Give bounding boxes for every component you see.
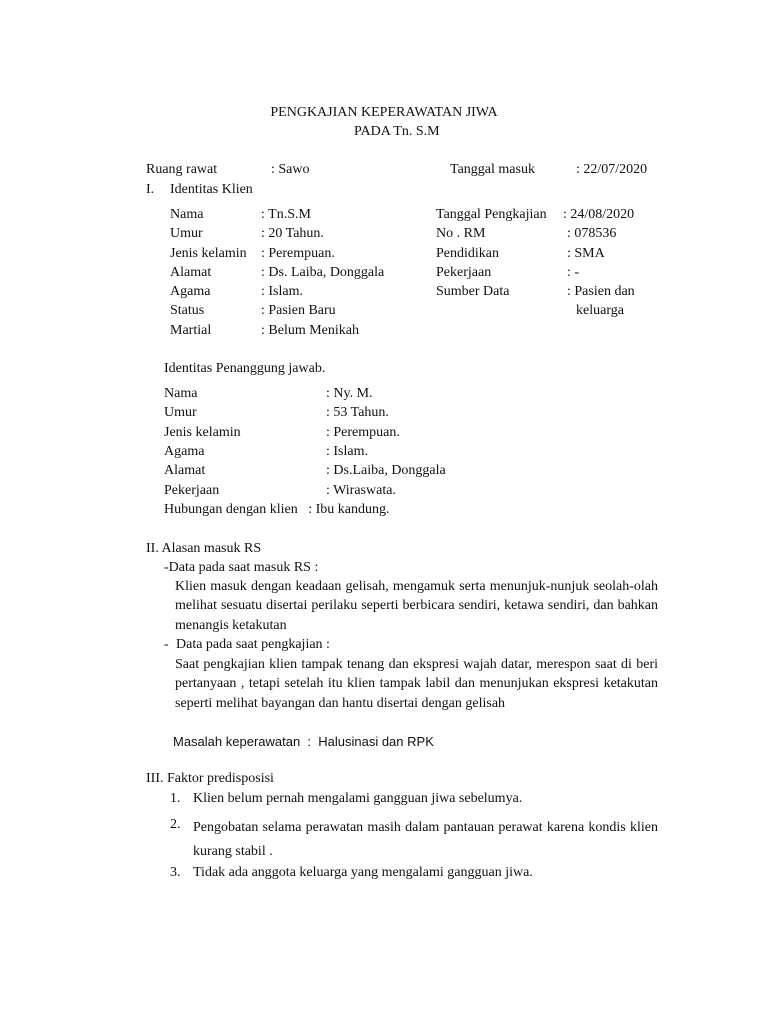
- penanggung-label: Jenis kelamin: [164, 425, 241, 440]
- identitas-label: Martial: [170, 323, 212, 338]
- penanggung-value: : Islam.: [326, 444, 368, 459]
- identitas-value: : Tn.S.M: [261, 207, 311, 222]
- identitas-label: Status: [170, 303, 205, 318]
- identitas-right-label: Pendidikan: [436, 246, 499, 261]
- penanggung-label: Agama: [164, 444, 205, 459]
- penanggung-hubungan: Hubungan dengan klien : Ibu kandung.: [164, 502, 390, 517]
- identitas-value: : Ds. Laiba, Donggala: [261, 265, 385, 280]
- ruang-rawat-value: : Sawo: [271, 162, 310, 177]
- section-2-sub-2: Data pada saat pengkajian :: [176, 637, 330, 652]
- section-1-heading: Identitas Klien: [170, 182, 253, 197]
- identitas-label: Nama: [170, 207, 204, 222]
- penanggung-label: Umur: [164, 405, 197, 420]
- identitas-right-value: : 078536: [567, 226, 617, 241]
- identitas-right-label: No . RM: [436, 226, 486, 241]
- identitas-right-label: Sumber Data: [436, 284, 510, 299]
- identitas-label: Alamat: [170, 265, 212, 280]
- section-3-heading: III. Faktor predisposisi: [146, 771, 274, 786]
- penanggung-value: : Ds.Laiba, Donggala: [326, 463, 446, 478]
- identitas-right-value: : SMA: [567, 246, 605, 261]
- identitas-value: : Pasien Baru: [261, 303, 336, 318]
- section-2-paragraph-2: Saat pengkajian klien tampak tenang dan ekspresi wajah datar, merespon saat di beri pertanyaan , tetapi setelah itu klien tampak labil dan menunjukan ekspresi ketakutan seperti melihat bayangan dan hantu disertai dengan gelisah: [175, 657, 658, 711]
- identitas-label: Umur: [170, 226, 203, 241]
- identitas-right-value-cont: keluarga: [576, 303, 624, 318]
- list-item-number: 1.: [170, 791, 181, 806]
- tanggal-masuk-label: Tanggal masuk: [450, 162, 535, 177]
- section-2-paragraph-1: Klien masuk dengan keadaan gelisah, mengamuk serta menunjuk-nunjuk seolah-olah melihat sesuatu disertai perilaku seperti berbicara sendiri, ketawa sendiri, dan bahkan menangis ketakutan: [175, 579, 658, 633]
- list-item: Klien belum pernah mengalami gangguan jiwa sebelumya.: [193, 791, 523, 806]
- list-item: Pengobatan selama perawatan masih dalam pantauan perawat karena kondis klien kurang stabil .: [193, 820, 658, 859]
- penanggung-value: : Ny. M.: [326, 386, 373, 401]
- list-item-number: 2.: [170, 817, 181, 832]
- identitas-right-label: Pekerjaan: [436, 265, 492, 280]
- section-2-sub-1: -Data pada saat masuk RS :: [164, 560, 319, 575]
- penanggung-value: : Perempuan.: [326, 425, 400, 440]
- penanggung-value: : 53 Tahun.: [326, 405, 389, 420]
- identitas-label: Agama: [170, 284, 211, 299]
- identitas-right-value: : 24/08/2020: [563, 207, 635, 222]
- penanggung-heading: Identitas Penanggung jawab.: [164, 361, 326, 376]
- identitas-value: : Belum Menikah: [261, 323, 359, 338]
- tanggal-masuk-value: : 22/07/2020: [576, 162, 648, 177]
- identitas-value: : Islam.: [261, 284, 303, 299]
- list-item-number: 3.: [170, 865, 181, 880]
- document-subtitle: PADA Tn. S.M: [354, 124, 440, 139]
- list-item: Tidak ada anggota keluarga yang mengalami gangguan jiwa.: [193, 865, 533, 880]
- identitas-value: : 20 Tahun.: [261, 226, 324, 241]
- penanggung-label: Alamat: [164, 463, 206, 478]
- masalah-keperawatan: Masalah keperawatan : Halusinasi dan RPK: [173, 734, 434, 749]
- section-1-number: I.: [146, 182, 155, 197]
- penanggung-label: Pekerjaan: [164, 483, 220, 498]
- identitas-right-value: : -: [567, 265, 580, 280]
- section-2-dash: -: [164, 637, 169, 652]
- penanggung-value: : Wiraswata.: [326, 483, 396, 498]
- ruang-rawat-label: Ruang rawat: [146, 162, 218, 177]
- section-2-heading: II. Alasan masuk RS: [146, 541, 262, 556]
- document-title: PENGKAJIAN KEPERAWATAN JIWA: [270, 105, 498, 120]
- identitas-value: : Perempuan.: [261, 246, 335, 261]
- identitas-right-label: Tanggal Pengkajian: [436, 207, 547, 222]
- identitas-label: Jenis kelamin: [170, 246, 247, 261]
- identitas-right-value: : Pasien dan: [567, 284, 635, 299]
- penanggung-label: Nama: [164, 386, 198, 401]
